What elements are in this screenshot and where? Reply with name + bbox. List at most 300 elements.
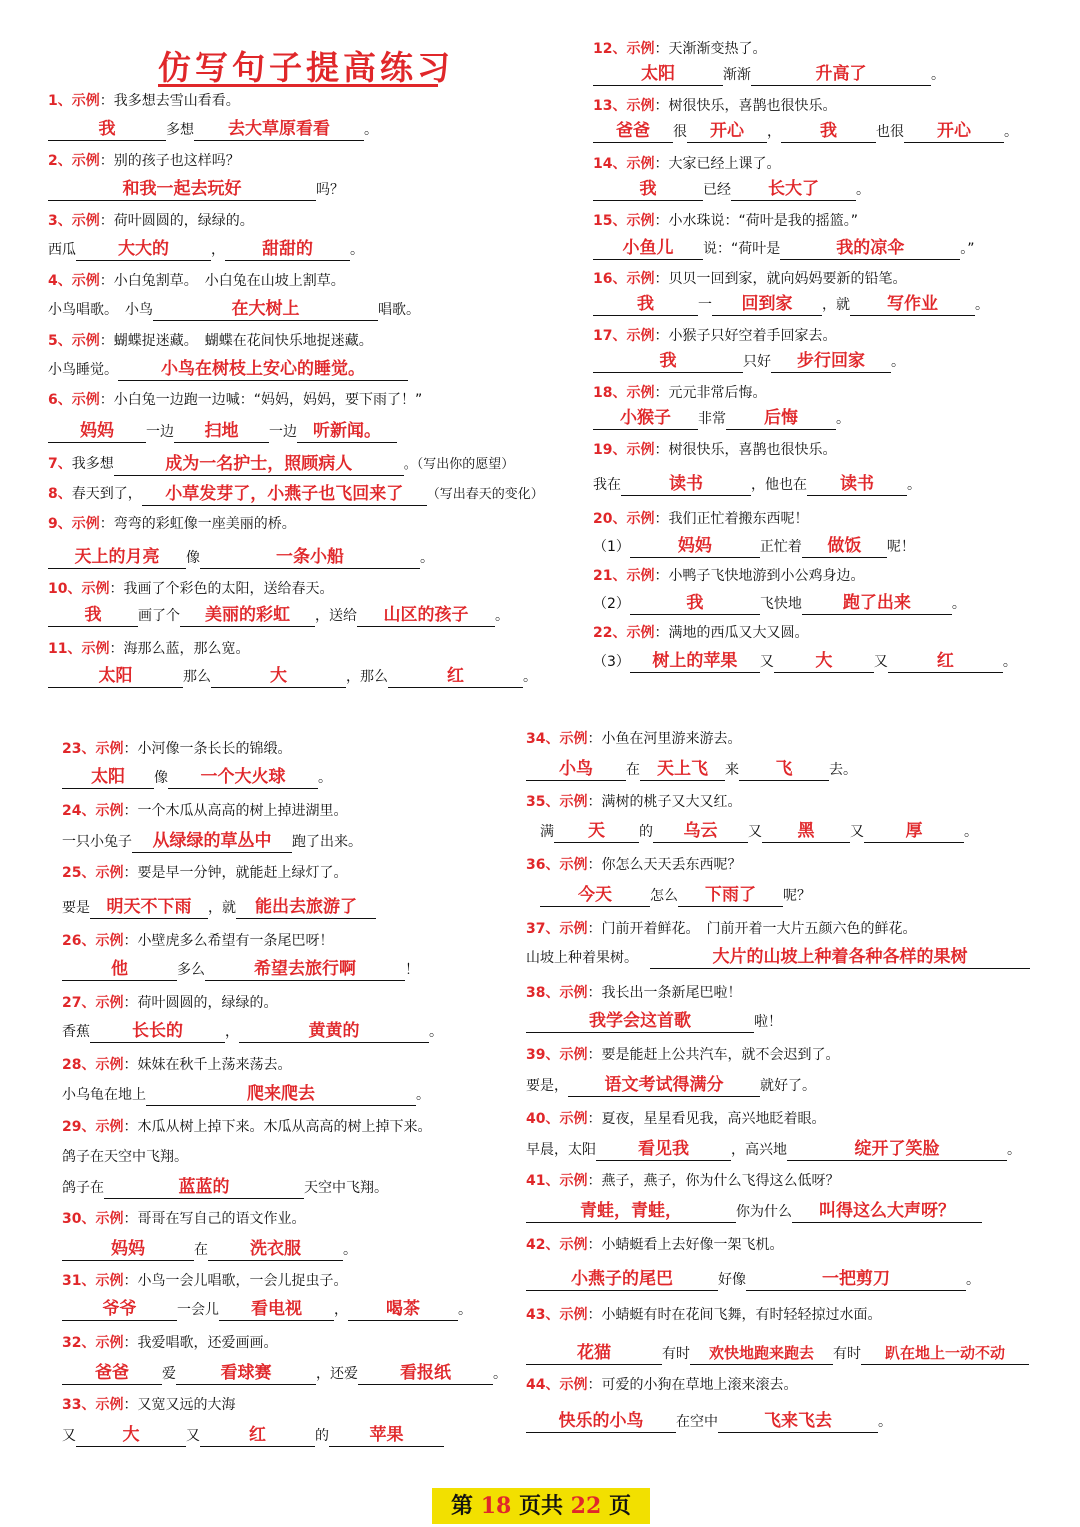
example-text: ：元元非常后悔。 (654, 385, 767, 401)
answer-line (48, 238, 364, 261)
exercise-number: 41、 (526, 1173, 560, 1189)
example-text: ：要是早一分钟，就能赶上绿灯了。 (123, 865, 348, 881)
connector-text: ，还爱 (316, 1366, 358, 1382)
exercise-prompt (62, 1332, 277, 1354)
answer-line (526, 1268, 980, 1291)
exercise-number: 38、 (526, 985, 560, 1001)
answer-blank: 听新闻。 (297, 420, 397, 443)
answer-blank: 看电视 (219, 1298, 334, 1321)
answer-blank: 我 (781, 120, 876, 143)
answer-line (62, 1083, 430, 1106)
connector-text: 的 (315, 1428, 329, 1444)
example-label: 示例 (95, 741, 124, 757)
example-label: 示例 (95, 1211, 124, 1227)
answer-line (526, 1342, 1029, 1365)
answer-blank: 爷爷 (62, 1298, 177, 1321)
answer-blank: 天上飞 (640, 758, 725, 781)
answer-line (593, 237, 975, 260)
example-text: ：小水珠说：“荷叶是我的摇篮。” (654, 213, 858, 229)
answer-blank: 跑了出来 (802, 592, 952, 615)
answer-blank: 欢快地跑来跑去 (690, 1342, 833, 1365)
exercise-number: 32、 (62, 1335, 96, 1351)
connector-text: ，他也在 (751, 477, 807, 493)
answer-blank: 天 (554, 820, 639, 843)
exercise-prompt (62, 1270, 347, 1292)
exercise-number: 27、 (62, 995, 96, 1011)
connector-text: 又 (873, 654, 888, 670)
answer-blank: 和我一起去玩好 (48, 178, 316, 201)
example-label: 示例 (95, 933, 124, 949)
answer-blank: 乌云 (653, 820, 748, 843)
answer-blank: 我 (48, 604, 138, 627)
example-label: 示例 (626, 625, 655, 641)
answer-blank: 我的凉伞 (780, 237, 960, 260)
connector-text: 一只小兔子 (62, 834, 132, 850)
answer-line (593, 535, 915, 558)
exercise-prompt (526, 918, 916, 940)
example-label: 示例 (95, 1057, 124, 1073)
exercise-prompt (62, 930, 333, 952)
answer-line (593, 407, 850, 430)
connector-text: 。 (318, 770, 332, 786)
example-label: 示例 (559, 1047, 588, 1063)
example-label: 示例 (626, 511, 655, 527)
example-label: 示例 (95, 1335, 124, 1351)
connector-text: 。 (350, 242, 364, 258)
example-text: ：我画了个彩色的太阳，送给春天。 (109, 581, 334, 597)
answer-line (62, 1298, 472, 1321)
exercise-number: 14、 (593, 156, 627, 172)
answer-line (48, 420, 397, 443)
example-label: 示例 (626, 156, 655, 172)
example-label: 示例 (71, 153, 100, 169)
connector-text: ， (225, 1024, 239, 1040)
exercise-prompt (48, 578, 333, 600)
answer-line (48, 118, 378, 141)
answer-blank: 在大树上 (153, 298, 378, 321)
exercise-number: 12、 (593, 41, 627, 57)
exercise-number: 26、 (62, 933, 96, 949)
connector-text: 要是， (526, 1078, 568, 1094)
answer-blank: 大 (211, 665, 346, 688)
answer-blank: 山区的孩子 (357, 604, 495, 627)
example-text: ：一个木瓜从高高的树上掉进湖里。 (123, 803, 348, 819)
answer-blank: 开心 (904, 120, 1004, 143)
answer-line (48, 178, 344, 201)
connector-text: 很 (673, 124, 687, 140)
connector-text: ，就 (208, 900, 236, 916)
example-text: ：我爱唱歌，还爱画画。 (123, 1335, 278, 1351)
connector-text: 飞快地 (759, 596, 802, 612)
answer-blank: 去大草原看看 (194, 118, 364, 141)
example-label: 示例 (626, 568, 655, 584)
connector-text: 。 (493, 1366, 507, 1382)
example-label: 示例 (626, 442, 655, 458)
connector-text: 有时 (833, 1346, 861, 1362)
exercise-prompt (593, 153, 780, 175)
answer-blank: 看报纸 (358, 1362, 493, 1385)
answer-line (62, 1020, 443, 1043)
example-label: 示例 (71, 333, 100, 349)
answer-blank: 树上的苹果 (630, 650, 760, 673)
answer-blank: 下雨了 (678, 884, 783, 907)
answer-blank: 小鱼儿 (593, 237, 703, 260)
connector-text: 要是 (62, 900, 90, 916)
answer-blank: 青蛙，青蛙， (526, 1200, 736, 1223)
answer-line (540, 820, 978, 843)
exercise-number: 34、 (526, 731, 560, 747)
example-label: 示例 (95, 1397, 124, 1413)
connector-text: 。 (856, 182, 870, 198)
exercise-prompt (593, 38, 766, 60)
answer-line (62, 1362, 507, 1385)
answer-line (593, 63, 945, 86)
connector-text: 早晨，太阳 (526, 1142, 596, 1158)
exercise-prompt (62, 738, 291, 760)
exercise-prompt (48, 513, 296, 535)
example-label: 示例 (95, 995, 124, 1011)
answer-blank: 太阳 (48, 665, 183, 688)
answer-line (62, 958, 419, 981)
example-text: ：木瓜从树上掉下来。木瓜从高高的树上掉下来。 (123, 1119, 432, 1135)
example-label: 示例 (71, 273, 100, 289)
exercise-prompt (526, 1374, 797, 1396)
answer-blank: 扫地 (174, 420, 269, 443)
exercise-number: 35、 (526, 794, 560, 810)
answer-blank: 步行回家 (771, 350, 891, 373)
connector-text: 跑了出来。 (292, 834, 362, 850)
answer-blank: 红 (888, 650, 1003, 673)
example-label: 示例 (559, 1237, 588, 1253)
connector-text: 在 (194, 1242, 208, 1258)
example-text: ：可爱的小狗在草地上滚来滚去。 (587, 1377, 798, 1393)
answer-line (62, 896, 376, 919)
connector-text: 我在 (593, 477, 621, 493)
exercise-prompt (593, 95, 836, 117)
connector-text: 爱 (162, 1366, 176, 1382)
example-label: 示例 (95, 1119, 124, 1135)
answer-line (48, 546, 434, 569)
exercise-number: 6、 (48, 392, 72, 408)
example-text: ：我长出一条新尾巴啦！ (587, 985, 742, 1001)
example-text: ：要是能赶上公共汽车，就不会迟到了。 (587, 1047, 840, 1063)
connector-text: 又 (748, 824, 762, 840)
connector-text: 。 (523, 669, 537, 685)
answer-blank: 花猫 (526, 1342, 662, 1365)
connector-text: 小乌龟在地上 (62, 1087, 146, 1103)
connector-text: 多么 (177, 962, 205, 978)
answer-blank: 爸爸 (593, 120, 673, 143)
example-text: ：小壁虎多么希望有一条尾巴呀！ (123, 933, 334, 949)
connector-text: 小鸟唱歌。 小鸟 (48, 302, 153, 318)
example-text: ：小蜻蜓看上去好像一架飞机。 (587, 1237, 784, 1253)
connector-text: 山坡上种着果树。 (526, 950, 638, 966)
exercise-prompt (593, 210, 858, 232)
exercise-number: 5、 (48, 333, 72, 349)
answer-blank: 黑 (762, 820, 850, 843)
answer-blank: 成为一名护士，照顾病人 (114, 453, 404, 476)
exercise-prompt (48, 389, 422, 411)
exercise-prompt (48, 90, 240, 112)
answer-blank: 读书 (807, 473, 907, 496)
example-label: 示例 (95, 865, 124, 881)
exercise-prompt (62, 1394, 235, 1416)
exercise-number: 20、 (593, 511, 627, 527)
example-label: 示例 (626, 328, 655, 344)
answer-line (593, 650, 1017, 673)
connector-text: 。 (429, 1024, 443, 1040)
answer-blank: 叫得这么大声呀？ (792, 1200, 982, 1223)
connector-text: 在 (626, 762, 640, 778)
answer-blank: 后悔 (726, 407, 836, 430)
answer-blank: 美丽的彩虹 (180, 604, 315, 627)
example-text: ：哥哥在写自己的语文作业。 (123, 1211, 306, 1227)
answer-blank: 小鸟 (526, 758, 626, 781)
example-label: 示例 (71, 392, 100, 408)
connector-text: 。 (416, 1087, 430, 1103)
connector-text: ，高兴地 (731, 1142, 787, 1158)
exercise-prompt (593, 439, 836, 461)
answer-blank: 喝茶 (348, 1298, 458, 1321)
connector-text: ！ (405, 962, 419, 978)
exercise-prompt (593, 382, 766, 404)
answer-blank: 天上的月亮 (48, 546, 186, 569)
connector-text: 。 (907, 477, 921, 493)
connector-text: 那么 (183, 669, 211, 685)
exercise-number: 4、 (48, 273, 72, 289)
connector-text: ，那么 (346, 669, 388, 685)
exercise-prompt (62, 800, 347, 822)
answer-blank: 小鸟在树枝上安心的睡觉。 (118, 358, 408, 381)
connector-text: 我多想 (71, 456, 114, 472)
connector-text: 只好 (743, 354, 771, 370)
example-text: ：贝贝一回到家，就向妈妈要新的铅笔。 (654, 271, 907, 287)
exercise-number: 13、 (593, 98, 627, 114)
exercise-prompt (593, 622, 808, 644)
example-text: ：小鸟一会儿唱歌，一会儿捉虫子。 (123, 1273, 348, 1289)
exercise-prompt (526, 1108, 825, 1130)
connector-text: 的 (639, 824, 653, 840)
connector-text: 啦！ (754, 1014, 782, 1030)
connector-text: 。 (420, 550, 434, 566)
connector-text: 正忙着 (759, 539, 802, 555)
exercise-number: 7、 (48, 456, 72, 472)
answer-blank: 能出去旅游了 (236, 896, 376, 919)
connector-text: 。” (960, 241, 975, 257)
answer-blank: 一个大火球 (168, 766, 318, 789)
exercise-number: 43、 (526, 1307, 560, 1323)
connector-text: 非常 (698, 411, 726, 427)
answer-blank: 大大的 (76, 238, 211, 261)
exercise-number: 42、 (526, 1237, 560, 1253)
worksheet-title: 仿写句子提高练习 (158, 48, 454, 87)
connector-text: 已经 (703, 182, 731, 198)
answer-blank: 开心 (687, 120, 767, 143)
page-indicator-text: 第 (451, 1493, 474, 1519)
answer-blank: 回到家 (712, 293, 822, 316)
exercise-number: 19、 (593, 442, 627, 458)
connector-text: （2） (593, 596, 630, 612)
example-text: ：你怎么天天丢东西呢？ (587, 857, 742, 873)
answer-line (526, 1010, 782, 1033)
connector-text: 。 (975, 297, 989, 313)
exercise-number: 16、 (593, 271, 627, 287)
exercise-prompt (526, 854, 741, 876)
connector-text: 好像 (718, 1272, 746, 1288)
answer-line (48, 665, 537, 688)
connector-text: ，送给 (315, 608, 357, 624)
connector-text: 。 (1002, 654, 1017, 670)
exercise-number: 23、 (62, 741, 96, 757)
example-text: ：荷叶圆圆的，绿绿的。 (99, 213, 254, 229)
example-label: 示例 (559, 985, 588, 1001)
answer-blank: 看见我 (596, 1138, 731, 1161)
exercise-number: 3、 (48, 213, 72, 229)
exercise-prompt (526, 1170, 839, 1192)
exercise-number: 37、 (526, 921, 560, 937)
connector-text: 。（写出你的愿望） (403, 457, 515, 472)
answer-line (593, 473, 921, 496)
answer-line (48, 604, 509, 627)
answer-blank: 一把剪刀 (746, 1268, 966, 1291)
answer-blank: 一条小船 (200, 546, 420, 569)
exercise-prompt (62, 1054, 291, 1076)
exercise-prompt (62, 1116, 431, 1138)
example-text: ：燕子，燕子，你为什么飞得这么低呀？ (587, 1173, 840, 1189)
connector-text: 你为什么 (736, 1204, 792, 1220)
exercise-prompt (526, 982, 741, 1004)
answer-blank: 绽开了笑脸 (787, 1138, 1007, 1161)
exercise-number: 8、 (48, 486, 72, 502)
connector-text: 。 (951, 596, 966, 612)
connector-text: 。 (836, 411, 850, 427)
connector-text: （3） (593, 654, 630, 670)
exercise-number: 17、 (593, 328, 627, 344)
answer-line (593, 293, 989, 316)
exercise-number: 25、 (62, 865, 96, 881)
answer-line (526, 1074, 816, 1097)
answer-line (593, 350, 905, 373)
example-label: 示例 (71, 213, 100, 229)
example-label: 示例 (626, 271, 655, 287)
connector-text: ， (767, 124, 781, 140)
connector-text: 又 (186, 1428, 200, 1444)
example-text: ：小蜻蜓有时在花间飞舞，有时轻轻掠过水面。 (587, 1307, 882, 1323)
answer-blank: 妈妈 (630, 535, 760, 558)
answer-blank: 看球赛 (176, 1362, 316, 1385)
example-text: ：弯弯的彩虹像一座美丽的桥。 (99, 516, 296, 532)
connector-text: 呢！ (886, 539, 915, 555)
example-text: ：小鸭子飞快地游到小公鸡身边。 (654, 568, 865, 584)
answer-blank: 小燕子的尾巴 (526, 1268, 718, 1291)
connector-text: 。 (878, 1414, 892, 1430)
example-text: ：小鱼在河里游来游去。 (587, 731, 742, 747)
answer-line (62, 1238, 357, 1261)
example-text: ：夏夜，星星看见我，高兴地眨着眼。 (587, 1111, 826, 1127)
exercise-number: 22、 (593, 625, 627, 641)
answer-line (526, 946, 1030, 969)
example-text: ：海那么蓝，那么宽。 (109, 641, 250, 657)
answer-blank: 小草发芽了，小燕子也飞回来了 (142, 483, 427, 506)
connector-text: 春天到了， (71, 486, 142, 502)
answer-blank: 大 (774, 650, 874, 673)
answer-blank: 大片的山坡上种着各种各样的果树 (650, 946, 1030, 969)
example-text: ：小河像一条长长的锦缎。 (123, 741, 292, 757)
answer-line (62, 1424, 444, 1447)
answer-blank: 从绿绿的草丛中 (132, 830, 292, 853)
answer-blank: 飞 (739, 758, 829, 781)
connector-text: 像 (154, 770, 168, 786)
connector-text: 画了个 (138, 608, 180, 624)
connector-text: 吗？ (316, 182, 344, 198)
answer-blank: 黄黄的 (239, 1020, 429, 1043)
exercise-prompt (62, 1208, 305, 1230)
answer-blank: 做饭 (802, 535, 887, 558)
connector-text: 满 (540, 824, 554, 840)
answer-line (62, 830, 362, 853)
answer-blank: 我学会这首歌 (526, 1010, 754, 1033)
connector-text: 香蕉 (62, 1024, 90, 1040)
answer-blank: 长大了 (731, 178, 856, 201)
answer-line (62, 766, 332, 789)
connector-text: 一 (698, 297, 712, 313)
page-indicator-text: 页共 (518, 1493, 563, 1519)
exercise-prompt (48, 210, 254, 232)
answer-blank: 洗衣服 (208, 1238, 343, 1261)
answer-blank: 太阳 (62, 766, 154, 789)
connector-text: ， (211, 242, 225, 258)
example-label: 示例 (626, 385, 655, 401)
example-label: 示例 (81, 641, 110, 657)
example-text: ：小白兔割草。 小白兔在山坡上割草。 (99, 273, 345, 289)
exercise-number: 28、 (62, 1057, 96, 1073)
connector-text: 。 (1007, 1142, 1021, 1158)
connector-text: 鸽子在 (62, 1180, 104, 1196)
answer-blank: 红 (200, 1424, 315, 1447)
example-text: ：树很快乐，喜鹊也很快乐。 (654, 98, 837, 114)
exercise-number: 40、 (526, 1111, 560, 1127)
connector-text: 在空中 (676, 1414, 718, 1430)
answer-blank: 升高了 (751, 63, 931, 86)
exercise-prompt (526, 1044, 839, 1066)
answer-line (593, 178, 870, 201)
exercise-number: 30、 (62, 1211, 96, 1227)
exercise-number: 11、 (48, 641, 82, 657)
answer-blank: 他 (62, 958, 177, 981)
example-label: 示例 (626, 98, 655, 114)
example-label: 示例 (71, 93, 100, 109)
connector-text: 多想 (166, 122, 194, 138)
answer-blank: 厚 (864, 820, 964, 843)
answer-line (526, 758, 857, 781)
answer-blank: 红 (388, 665, 523, 688)
example-label: 示例 (559, 1111, 588, 1127)
exercise-subline: 鸽子在天空中飞翔。 (62, 1149, 188, 1165)
connector-text: 怎么 (650, 888, 678, 904)
answer-line (48, 358, 408, 381)
answer-blank: 小猴子 (593, 407, 698, 430)
connector-text: ，就 (822, 297, 850, 313)
answer-line (62, 1176, 388, 1199)
answer-blank: 爬来爬去 (146, 1083, 416, 1106)
exercise-number: 39、 (526, 1047, 560, 1063)
example-text: ：满树的桃子又大又红。 (587, 794, 742, 810)
exercise-prompt (526, 1304, 881, 1326)
connector-text: 一边 (146, 424, 174, 440)
connector-text: 。 (495, 608, 509, 624)
exercise-prompt (48, 150, 240, 172)
exercise-number: 36、 (526, 857, 560, 873)
